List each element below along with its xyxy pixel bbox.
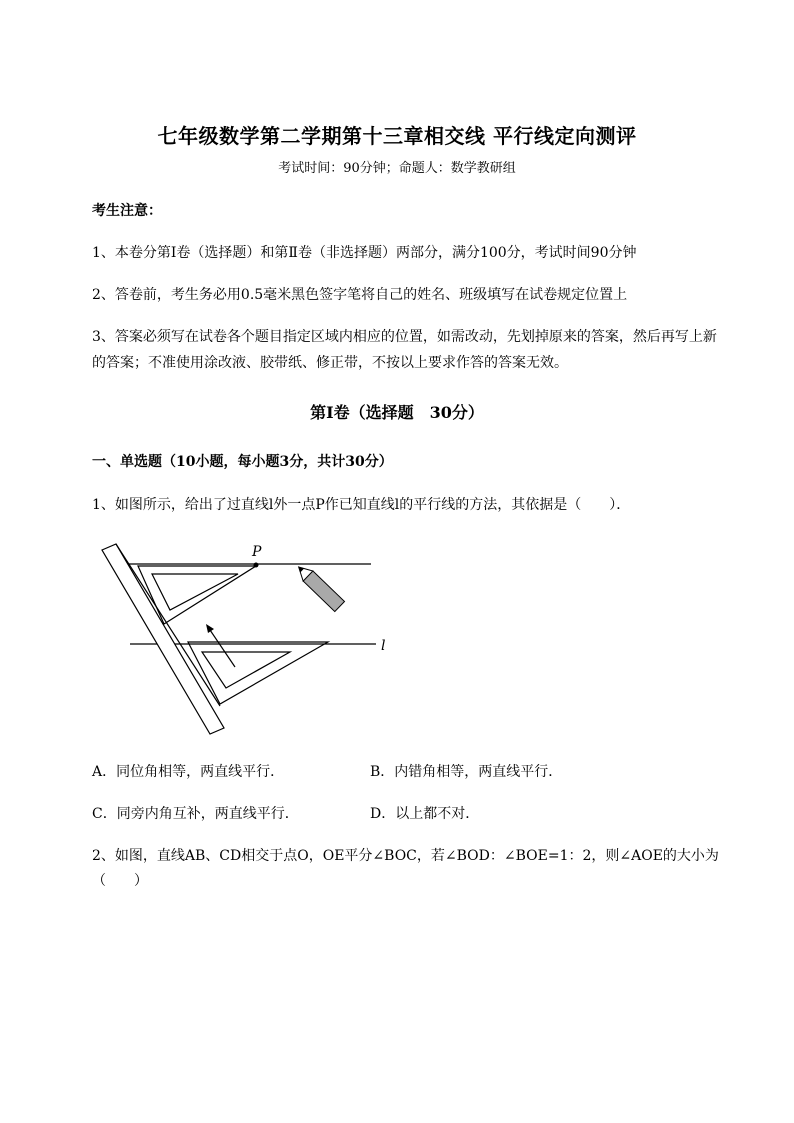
arrow-head xyxy=(206,624,214,633)
parallel-line-construction-figure xyxy=(96,540,406,735)
ruler-shape xyxy=(102,544,224,734)
notice-item-2: 2、答卷前，考生务必用0.5毫米黑色签字笔将自己的姓名、班级填写在试卷规定位置上 xyxy=(92,287,628,303)
notice-item-3-cont: 的答案；不准使用涂改液、胶带纸、修正带，不按以上要求作答的答案无效。 xyxy=(92,355,568,371)
question-2-stem-cont: （ ） xyxy=(92,873,148,889)
ruler-edge xyxy=(116,544,220,706)
question-1-option-a[interactable]: A．同位角相等，两直线平行． xyxy=(92,764,285,780)
pencil-icon xyxy=(294,562,345,612)
question-1-option-c[interactable]: C．同旁内角互补，两直线平行． xyxy=(92,806,299,822)
point-p-dot xyxy=(254,563,259,568)
set-square-lower-outer xyxy=(188,642,328,704)
section-title: 第I卷（选择题 30分） xyxy=(310,403,484,422)
slide-arrow xyxy=(210,630,235,667)
question-1-stem: 1、如图所示，给出了过直线l外一点P作已知直线l的平行线的方法，其依据是（ ）． xyxy=(92,497,631,513)
question-2-stem: 2、如图，直线AB、CD相交于点O，OE平分∠BOC，若∠BOD：∠BOE=1：2，则∠AOE的大小为 xyxy=(92,848,719,864)
point-p-label: P xyxy=(252,544,262,560)
notice-item-3: 3、答案必须写在试卷各个题目指定区域内相应的位置，如需改动，先划掉原来的答案，然后再写上新 xyxy=(92,329,717,345)
exam-title: 七年级数学第二学期第十三章相交线 平行线定向测评 xyxy=(157,124,637,148)
line-l-label: l xyxy=(381,638,386,654)
part-heading: 一、单选题（10小题，每小题3分，共计30分） xyxy=(92,454,393,470)
set-square-lower-inner xyxy=(202,652,290,688)
notice-heading: 考生注意： xyxy=(92,203,162,219)
question-1-option-b[interactable]: B．内错角相等，两直线平行． xyxy=(370,764,563,780)
question-1-option-d[interactable]: D．以上都不对． xyxy=(370,806,480,822)
exam-subtitle: 考试时间：90分钟；命题人：数学教研组 xyxy=(278,161,516,176)
notice-item-1: 1、本卷分第I卷（选择题）和第Ⅱ卷（非选择题）两部分，满分100分，考试时间90分钟 xyxy=(92,245,637,261)
